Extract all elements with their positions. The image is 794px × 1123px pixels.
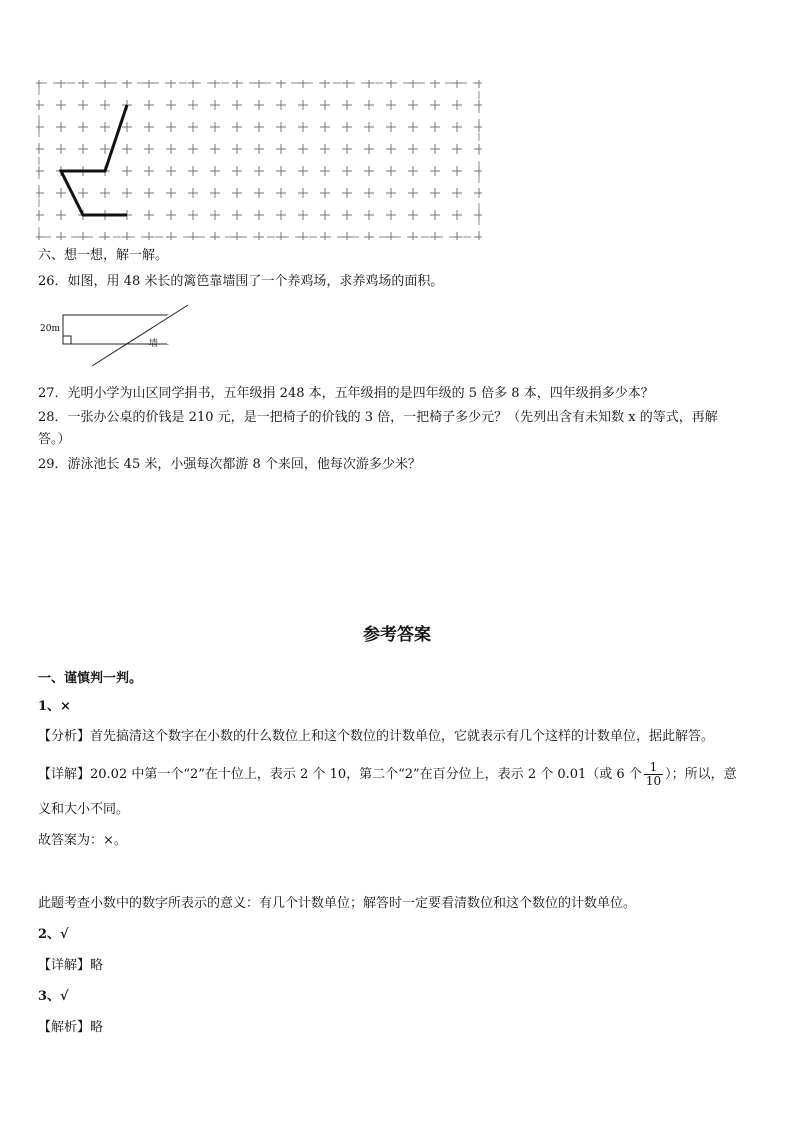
question-27: 27．光明小学为山区同学捐书，五年级捐 248 本，五年级捐的是四年级的 5 倍多 8 本，四年级捐多少本？ bbox=[38, 386, 654, 401]
wall-label: 墙 bbox=[149, 339, 159, 349]
fraction bbox=[644, 761, 663, 788]
answer-1-detail-part2: ）；所以，意 bbox=[665, 767, 737, 782]
answer-2-detail: 【详解】略 bbox=[38, 958, 104, 973]
side-label: 20m bbox=[40, 324, 60, 334]
answer-1-comment: 此题考查小数中的数字所表示的意义：有几个计数单位；解答时一定要看清数位和这个数位的计数单位。 bbox=[38, 896, 637, 911]
answer-1-detail bbox=[38, 757, 737, 793]
answer-1-mark: 1、× bbox=[38, 699, 71, 714]
wall-line bbox=[92, 305, 188, 366]
answers-title: 参考答案 bbox=[363, 625, 431, 645]
answer-2-mark: 2、√ bbox=[38, 927, 69, 942]
answer-1-conclusion: 故答案为：×。 bbox=[38, 833, 127, 848]
answer-3-mark: 3、√ bbox=[38, 989, 69, 1004]
question-29: 29．游泳池长 45 米，小强每次都游 8 个来回，他每次游多少米？ bbox=[38, 457, 421, 472]
section-6-heading: 六、想一想，解一解。 bbox=[38, 248, 169, 263]
grid-figure bbox=[36, 80, 482, 240]
answer-1-analysis: 【分析】首先搞清这个数字在小数的什么数位上和这个数位的计数单位，它就表示有几个这样的计数单位，据此解答。 bbox=[38, 729, 715, 744]
question-28-line2: 答。） bbox=[38, 432, 71, 447]
question-26: 26．如图，用 48 米长的篱笆靠墙围了一个养鸡场，求养鸡场的面积。 bbox=[38, 274, 444, 289]
section-1-heading: 一、谨慎判一判。 bbox=[38, 671, 143, 686]
answer-1-detail-part1: 【详解】20.02 中第一个“2”在十位上，表示 2 个 10，第二个“2”在百分位上，表示 2 个 0.01（或 6 个 bbox=[38, 767, 642, 782]
question-28-line1: 28．一张办公桌的价钱是 210 元，是一把椅子的价钱的 3 倍，一把椅子多少元？（先列出含有未知数 x 的等式，再解 bbox=[38, 410, 718, 425]
fraction-numerator: 1 bbox=[644, 761, 663, 775]
fraction-denominator: 10 bbox=[645, 774, 662, 788]
answer-3-detail: 【解析】略 bbox=[38, 1020, 104, 1035]
answer-1-detail-line2: 义和大小不同。 bbox=[38, 802, 130, 817]
chicken-yard-figure bbox=[36, 300, 196, 372]
figure-line bbox=[61, 105, 127, 215]
